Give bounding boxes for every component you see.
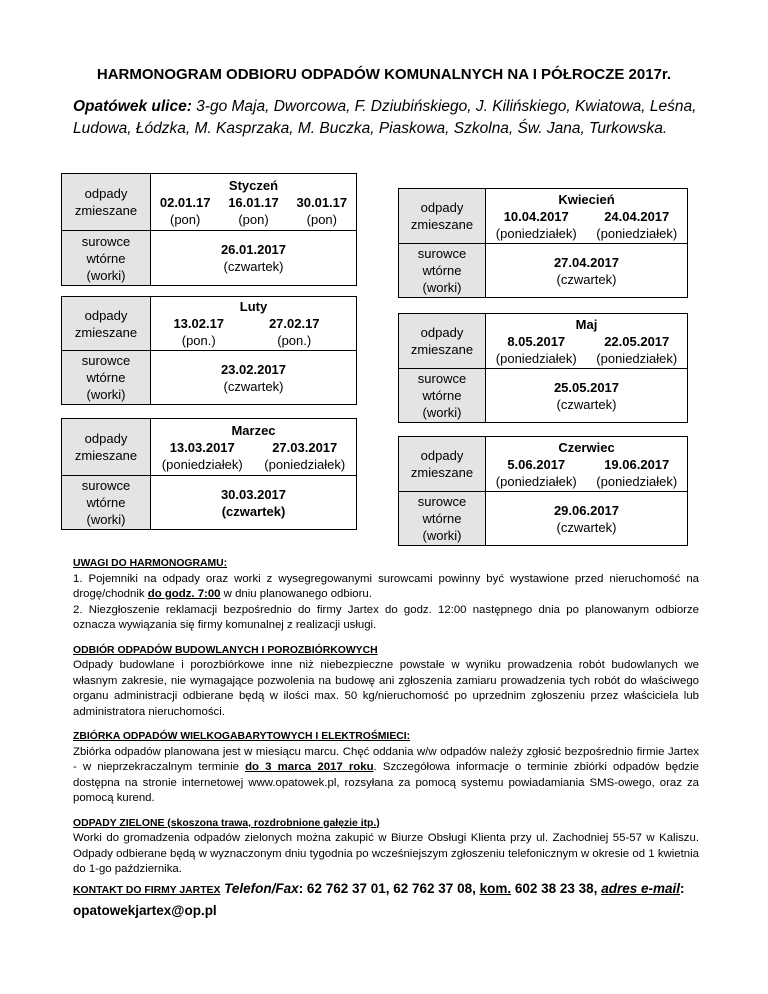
mixed-dates-cell: Styczeń 02.01.17 (pon) 16.01.17 (pon) 30.01.17 (pon) (151, 174, 357, 231)
recyclables-label: surowce wtórne (worki) (62, 476, 151, 530)
month-name: Luty (239, 299, 268, 314)
pickup-date: 8.05.2017 (507, 333, 566, 349)
recyclables-label: surowce wtórne (worki) (399, 492, 486, 546)
month-name: Kwiecień (558, 191, 615, 207)
pickup-date: 02.01.17 (159, 194, 211, 210)
recyclables-date-cell: 27.04.2017 (czwartek) (486, 244, 688, 298)
mixed-waste-label: odpady zmieszane (399, 314, 486, 369)
green-waste-text: Worki do gromadzenia odpadów zielonych można zakupić w Biurze Obsługi Klienta przy ul. Zachodniej 55-57 w Kaliszu. Odpady odbierane będą w wyznaczonym dniu tygodnia po wcześniejszym zgłoszeniu telefonicznym w okresie od 1 kwietnia do 1-go października. (73, 832, 699, 875)
mixed-waste-label: odpady zmieszane (62, 174, 151, 231)
construction-text: Odpady budowlane i porozbiórkowe inne niż niebezpieczne powstałe w wyniku prowadzenia robót budowlanych we własnym zakresie, nie wymagające pozwolenia na budowę ani zgłoszenia zamiaru prowadzenia tych robót do właściwego organu administracji odbierane będą w ilości max. 50 kg/nieruchomość po uprzednim zgłoszeniu przez właściciela lub administratora nieruchomości. (73, 659, 699, 718)
construction-heading: ODBIÓR ODPADÓW BUDOWLANYCH I POROZBIÓRKOWYCH (73, 644, 378, 656)
pickup-date: 13.03.2017 (169, 439, 235, 455)
mixed-waste-label: odpady zmieszane (62, 297, 151, 351)
recyclables-label: surowce wtórne (worki) (62, 231, 151, 286)
mobile-label: kom. (479, 880, 512, 896)
mixed-dates-cell: Marzec 13.03.2017 (poniedziałek) 27.03.2017 (poniedziałek) (151, 419, 357, 476)
month-name: Marzec (231, 422, 276, 438)
pickup-date: 13.02.17 (173, 316, 225, 331)
schedule-february (61, 296, 357, 405)
page-title: HARMONOGRAM ODBIORU ODPADÓW KOMUNALNYCH NA I PÓŁROCZE 2017r. (96, 66, 672, 83)
schedule-april (398, 188, 688, 298)
month-name: Styczeń (228, 177, 279, 193)
schedule-may (398, 313, 688, 423)
schedule-june (398, 436, 688, 546)
pickup-date: 19.06.2017 (604, 456, 670, 472)
mobile-number: 602 38 23 38, (511, 880, 602, 896)
schedule-march (61, 418, 357, 530)
recyclables-date-cell: 29.06.2017 (czwartek) (486, 492, 688, 546)
schedule-january (61, 173, 357, 286)
contact-block: KONTAKT DO FIRMY JARTEX Telefon/Fax: 62 762 37 01, 62 762 37 08, kom. 602 38 23 38, adres e-mail: opatowekjartex@op.pl (73, 880, 685, 918)
bulky-waste-text: Zbiórka odpadów planowana jest w miesiącu marcu. Chęć oddania w/w odpadów należy zgłosić bezpośrednio firmie Jartex - w nieprzekraczalnym terminie do 3 marca 2017 roku. Szczegółowa informacje o terminie zbiórki odpadów będzie dostępna na stronie internetowej www.opatowek.pl, rozsyłana za pomocą systemu powiadamiania SMS-owego, oraz za pomocą kurend. (73, 745, 699, 804)
pickup-date: 5.06.2017 (507, 456, 566, 472)
pickup-date: 30.01.17 (296, 194, 348, 210)
uwagi-item-1: 1. Pojemniki na odpady oraz worki z wysegregowanymi surowcami powinny być wystawione przed nieruchomość na drogę/chodnik do godz. 7:00 w dniu planowanego odbioru. (73, 572, 699, 600)
uwagi-heading: UWAGI DO HARMONOGRAMU: (73, 558, 228, 569)
mixed-waste-label: odpady zmieszane (399, 437, 486, 492)
phone-numbers: : 62 762 37 01, 62 762 37 08, (298, 880, 480, 896)
recyclables-label: surowce wtórne (worki) (62, 351, 151, 405)
pickup-date: 27.03.2017 (272, 439, 338, 455)
pickup-date: 22.05.2017 (604, 333, 670, 349)
pickup-date: 10.04.2017 (503, 208, 569, 224)
green-waste-heading: ODPADY ZIELONE (skoszona trawa, rozdrobnione gałęzie itp.) (73, 817, 380, 829)
mixed-dates-cell: Luty 13.02.17 (pon.) 27.02.17 (pon.) (151, 297, 357, 351)
mixed-dates-cell: Maj 8.05.2017 (poniedziałek) 22.05.2017 (poniedziałek) (486, 314, 688, 369)
notes-section (73, 556, 699, 921)
email-label: adres e-mail (601, 880, 680, 896)
recyclables-date-cell: 30.03.2017 (czwartek) (151, 476, 357, 530)
recyclables-date-cell: 25.05.2017 (czwartek) (486, 369, 688, 423)
recyclables-date-cell: 23.02.2017 (czwartek) (151, 351, 357, 405)
month-name: Czerwiec (558, 439, 615, 455)
recyclables-label: surowce wtórne (worki) (399, 369, 486, 423)
streets-list (73, 96, 713, 140)
streets-label: Opatówek ulice: (73, 98, 192, 115)
bulky-waste-heading: ZBIÓRKA ODPADÓW WIELKOGABARYTOWYCH I ELEKTROŚMIECI: (73, 731, 411, 742)
streets-text: 3-go Maja, Dworcowa, F. Dziubińskiego, J. Kilińskiego, Kwiatowa, Leśna, Ludowa, Łódzka, M. Kasprzaka, M. Buczka, Piaskowa, Szkolna, Św. Jana, Turkowska. (73, 98, 697, 137)
phone-label: Telefon/Fax (224, 880, 299, 896)
mixed-dates-cell: Czerwiec 5.06.2017 (poniedziałek) 19.06.2017 (poniedziałek) (486, 437, 688, 492)
pickup-date: 16.01.17 (228, 194, 279, 210)
mixed-dates-cell: Kwiecień 10.04.2017 (poniedziałek) 24.04.2017 (poniedziałek) (486, 189, 688, 244)
mixed-waste-label: odpady zmieszane (399, 189, 486, 244)
pickup-date: 24.04.2017 (604, 208, 670, 224)
month-name: Maj (575, 316, 598, 332)
recyclables-label: surowce wtórne (worki) (399, 244, 486, 298)
contact-label: KONTAKT DO FIRMY JARTEX (73, 884, 221, 896)
email-address: opatowekjartex@op.pl (73, 902, 217, 918)
uwagi-item-2: 2. Niezgłoszenie reklamacji bezpośrednio do firmy Jartex do godz. 12:00 następnego dnia po planowanym odbiorze oznacza wywiązania się firmy komunalnej z realizacji usługi. (73, 603, 699, 631)
recyclables-date-cell: 26.01.2017 (czwartek) (151, 231, 357, 286)
mixed-waste-label: odpady zmieszane (62, 419, 151, 476)
pickup-date: 27.02.17 (268, 316, 320, 331)
